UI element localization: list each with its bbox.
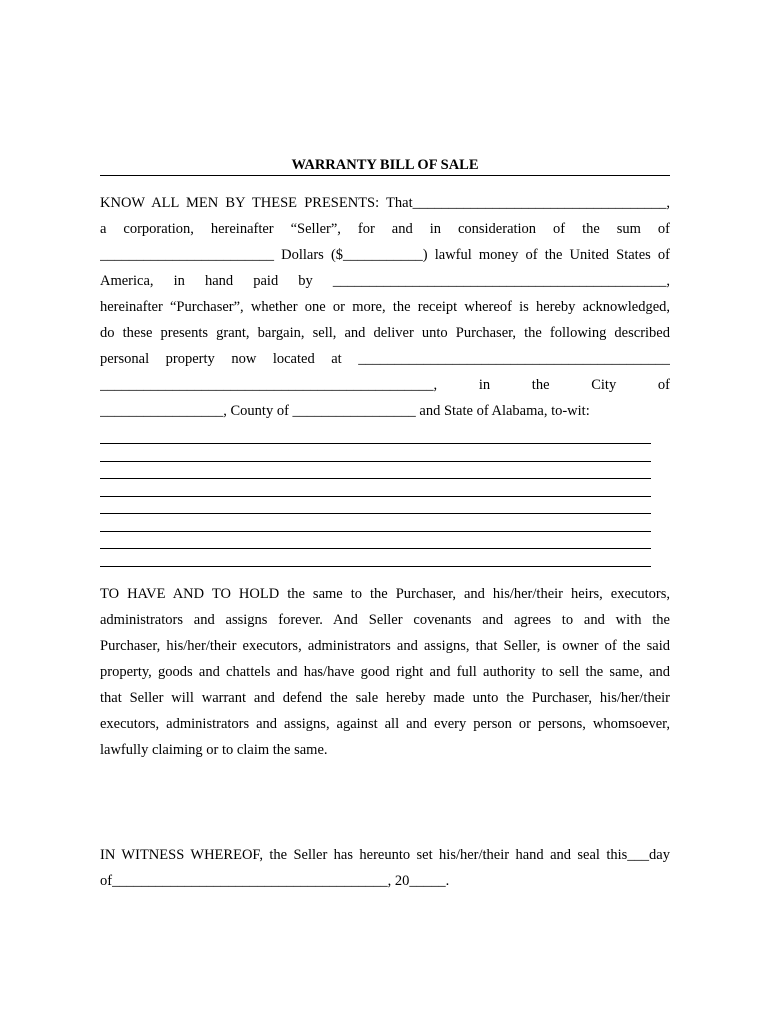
habendum-line: administrators and assigns forever. And Seller covenants and agrees to and with the [100,612,670,628]
intro-line: do these presents grant, bargain, sell, and deliver unto Purchaser, the following described [100,325,670,341]
property-description-line [100,513,651,514]
property-description-line [100,443,651,444]
document-title: WARRANTY BILL OF SALE [291,157,479,173]
property-description-line [100,531,651,532]
habendum-line: executors, administrators and assigns, against all and every person or persons, whomsoever, [100,716,670,732]
intro-line: a corporation, hereinafter “Seller”, for and in consideration of the sum of [100,221,670,237]
intro-line: personal property now located at ___________________________________________ [100,351,670,367]
intro-line: America, in hand paid by ______________________________________________, [100,273,670,289]
habendum-line: TO HAVE AND TO HOLD the same to the Purchaser, and his/her/their heirs, executors, [100,586,670,602]
property-description-line [100,496,651,497]
intro-line: _________________, County of _________________ and State of Alabama, to-wit: [100,403,590,419]
witness-line: of______________________________________, 20_____. [100,873,450,889]
property-description-line [100,566,651,567]
property-description-line [100,461,651,462]
property-description-line [100,548,651,549]
habendum-line: property, goods and chattels and has/have good right and full authority to sell the same, and [100,664,670,680]
witness-line: IN WITNESS WHEREOF, the Seller has hereunto set his/her/their hand and seal this___day [100,847,670,863]
intro-line: KNOW ALL MEN BY THESE PRESENTS: That___________________________________, [100,195,670,211]
intro-line: ______________________________________________, in the City of [100,377,670,393]
title-underline [100,175,670,176]
habendum-line: that Seller will warrant and defend the sale hereby made unto the Purchaser, his/her/their [100,690,670,706]
habendum-line: lawfully claiming or to claim the same. [100,742,328,758]
property-description-line [100,478,651,479]
habendum-line: Purchaser, his/her/their executors, administrators and assigns, that Seller, is owner of the said [100,638,670,654]
intro-line: hereinafter “Purchaser”, whether one or more, the receipt whereof is hereby acknowledged, [100,299,670,315]
intro-line: ________________________ Dollars ($___________) lawful money of the United States of [100,247,670,263]
